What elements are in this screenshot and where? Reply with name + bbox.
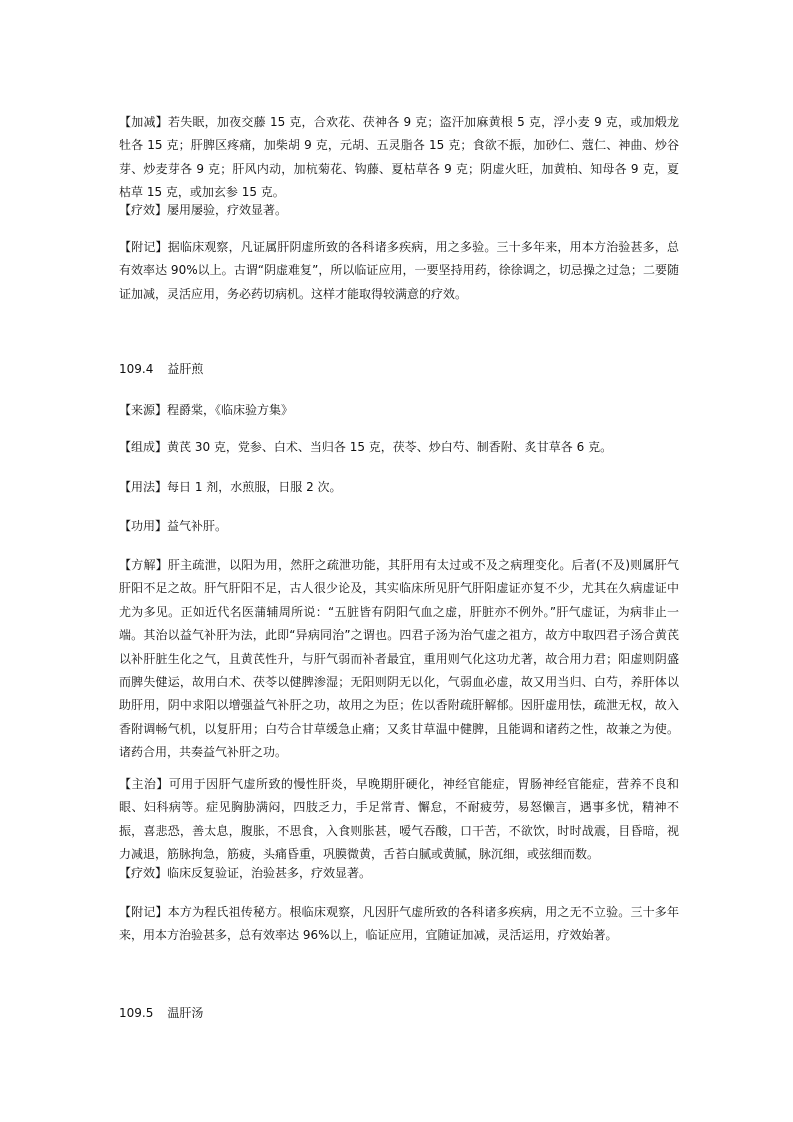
section-heading-109-4 (119, 358, 679, 381)
section-title: 益肝煎 (167, 362, 204, 376)
paragraph-composition: 【组成】黄芪 30 克，党参、白术、当归各 15 克，茯苓、炒白芍、制香附、炙甘草各 6 克。 (119, 440, 613, 454)
paragraph-notes-2: 【附记】本方为程氏祖传秘方。根临床观察，凡因肝气虚所致的各科诸多疾病，用之无不立验。三十多年来，用本方治验甚多，总有效率达 96%以上，临证应用，宜随证加减，灵活运用，疗效始著。 (119, 905, 679, 943)
paragraph-modifications: 【加减】若失眠，加夜交藤 15 克，合欢花、茯神各 9 克；盗汗加麻黄根 5 克，浮小麦 9 克，或加煅龙牡各 15 克；肝脾区疼痛，加柴胡 9 克，元胡、五灵脂各 15 克；食欲不振，加砂仁、蔻仁、神曲、炒谷芽、炒麦芽各 9 克；肝风内动，加杭菊花、钩藤、夏枯草各 9 克；阴虚火旺，加黄柏、知母各 9 克，夏枯草 15 克，或加玄参 15 克。 (119, 115, 679, 200)
paragraph-indications: 【主治】可用于因肝气虚所致的慢性肝炎，早晚期肝硬化，神经官能症，胃肠神经官能症，营养不良和眼、妇科病等。症见胸胁满闷，四肢乏力，手足常青、懈怠，不耐疲劳，易怒懒言，遇事多忧，精神不振，喜悲恐，善太息，腹胀，不思食，入食则胀甚，嗳气吞酸，口干苦，不欲饮，时时战震，目昏暗，视力减退，筋脉拘急，筋疲，头痛昏重，巩膜微黄，舌苔白腻或黄腻，脉沉细，或弦细而数。 (119, 777, 679, 862)
paragraph-notes: 【附记】据临床观察，凡证属肝阴虚所致的各科诸多疾病，用之多验。三十多年来，用本方治验甚多，总有效率达 90%以上。古谓“阴虚难复”，所以临证应用，一要坚持用药，徐徐调之，切忌操之过急；二要随证加减，灵活应用，务必药切病机。这样才能取得较满意的疗效。 (119, 240, 679, 301)
paragraph-function: 【功用】益气补肝。 (119, 519, 228, 533)
paragraph-usage: 【用法】每日 1 剂，水煎服，日服 2 次。 (119, 480, 342, 494)
section-number: 109.4 (119, 362, 154, 376)
paragraph-source: 【来源】程爵棠，《临床验方集》 (119, 403, 294, 417)
paragraph-explanation: 【方解】肝主疏泄，以阳为用，然肝之疏泄功能，其肝用有太过或不及之病理变化。后者(不及)则属肝气肝阳不足之故。肝气肝阳不足，古人很少论及，其实临床所见肝气肝阳虚证亦复不少，尤其在久病虚证中尤为多见。正如近代名医蒲辅周所说：“五脏皆有阴阳气血之虚，肝脏亦不例外。”肝气虚证，为病非止一端。其治以益气补肝为法，此即“异病同治”之谓也。四君子汤为治气虚之祖方，故方中取四君子汤合黄芪以补肝脏生化之气，且黄芪性升，与肝气弱而补者最宜，重用则气化这功尤著，故合用力君；阳虚则阴盛而脾失健运，故用白术、茯苓以健脾渗湿；无阳则阴无以化，气弱血必虚，故又用当归、白芍，养肝体以助肝用，阴中求阳以增强益气补肝之功，故用之为臣；佐以香附疏肝解郁。因肝虚用怯，疏泄无权，故入香附调畅气机，以复肝用；白芍合甘草缓急止痛；又炙甘草温中健脾，且能调和诸药之性，故兼之为使。诸药合用，共奏益气补肝之功。 (119, 558, 679, 760)
paragraph-efficacy-2: 【疗效】临床反复验证，治验甚多，疗效显著。 (119, 866, 372, 880)
section-title: 温肝汤 (167, 1006, 204, 1020)
section-heading-109-5 (119, 1002, 679, 1025)
paragraph-efficacy: 【疗效】屡用屡验，疗效显著。 (119, 203, 288, 217)
section-number: 109.5 (119, 1006, 154, 1020)
